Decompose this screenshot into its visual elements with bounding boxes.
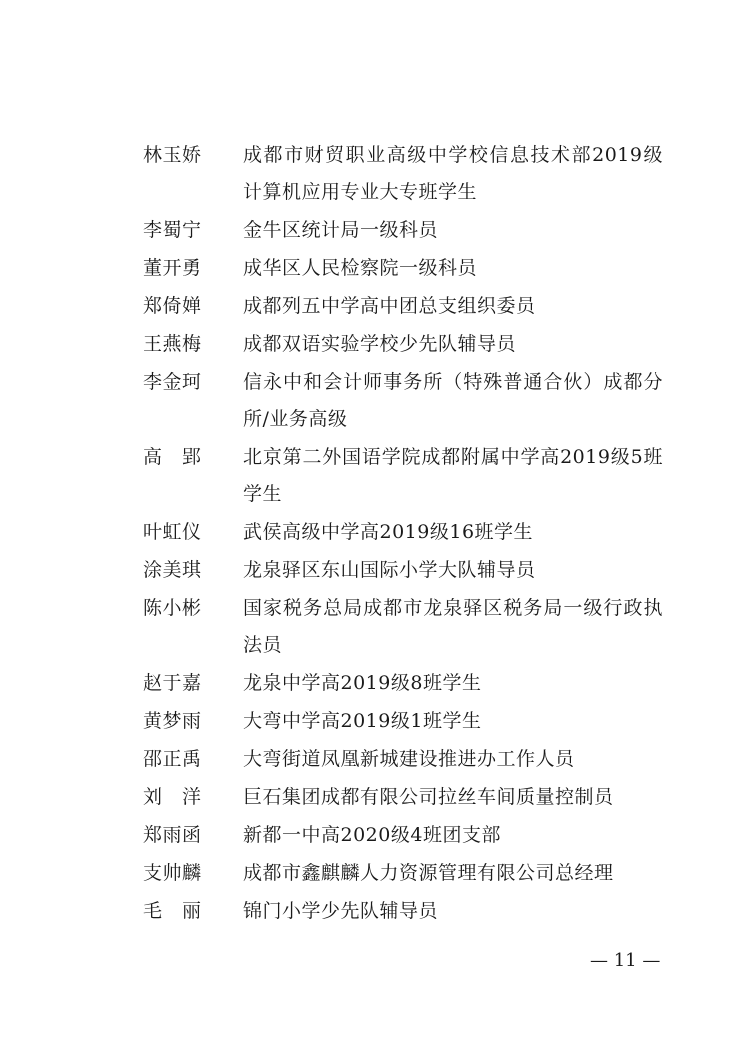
person-description: 成华区人民检察院一级科员: [243, 257, 478, 279]
person-name: 王燕梅: [143, 333, 201, 355]
page-number: — 11 —: [590, 950, 661, 971]
person-name: 李金珂: [143, 371, 201, 393]
person-name: 高 郢: [143, 446, 201, 468]
person-description: 国家税务总局成都市龙泉驿区税务局一级行政执法员: [243, 597, 663, 656]
person-description: 巨石集团成都有限公司拉丝车间质量控制员: [243, 786, 614, 808]
list-item: [0, 137, 750, 211]
person-name: 叶虹仪: [143, 521, 201, 543]
person-name: 董开勇: [143, 257, 201, 279]
person-name: 涂美琪: [143, 559, 201, 581]
list-item: [0, 703, 750, 740]
person-name: 李蜀宁: [143, 219, 201, 241]
person-description: 锦门小学少先队辅导员: [243, 900, 439, 922]
personnel-list: [0, 137, 750, 931]
list-item: [0, 514, 750, 551]
person-name: 陈小彬: [143, 597, 201, 619]
person-name: 赵于嘉: [143, 672, 201, 694]
person-name: 刘 洋: [143, 786, 201, 808]
list-item: [0, 741, 750, 778]
person-description: 成都双语实验学校少先队辅导员: [243, 333, 517, 355]
list-item: [0, 893, 750, 930]
list-item: [0, 364, 750, 438]
person-description: 成都市鑫麒麟人力资源管理有限公司总经理: [243, 862, 614, 884]
list-item: [0, 439, 750, 513]
list-item: [0, 288, 750, 325]
list-item: [0, 855, 750, 892]
person-description: 成都列五中学高中团总支组织委员: [243, 295, 536, 317]
list-item: [0, 665, 750, 702]
person-name: 林玉娇: [143, 144, 201, 166]
person-name: 黄梦雨: [143, 710, 201, 732]
list-item: [0, 250, 750, 287]
person-description: 成都市财贸职业高级中学校信息技术部2019级计算机应用专业大专班学生: [243, 144, 663, 203]
person-description: 龙泉驿区东山国际小学大队辅导员: [243, 559, 536, 581]
person-description: 武侯高级中学高2019级16班学生: [243, 521, 534, 543]
list-item: [0, 212, 750, 249]
list-item: [0, 779, 750, 816]
person-description: 金牛区统计局一级科员: [243, 219, 439, 241]
person-description: 大弯街道凤凰新城建设推进办工作人员: [243, 748, 575, 770]
person-description: 信永中和会计师事务所（特殊普通合伙）成都分所/业务高级: [243, 371, 663, 430]
list-item: [0, 326, 750, 363]
person-name: 毛 丽: [143, 900, 201, 922]
person-description: 大弯中学高2019级1班学生: [243, 710, 482, 732]
list-item: [0, 552, 750, 589]
person-name: 支帅麟: [143, 862, 201, 884]
person-description: 新都一中高2020级4班团支部: [243, 824, 501, 846]
person-name: 郑倚婵: [143, 295, 201, 317]
person-name: 邵正禹: [143, 748, 201, 770]
person-name: 郑雨函: [143, 824, 201, 846]
list-item: [0, 590, 750, 664]
person-description: 北京第二外国语学院成都附属中学高2019级5班学生: [243, 446, 663, 505]
person-description: 龙泉中学高2019级8班学生: [243, 672, 482, 694]
list-item: [0, 817, 750, 854]
